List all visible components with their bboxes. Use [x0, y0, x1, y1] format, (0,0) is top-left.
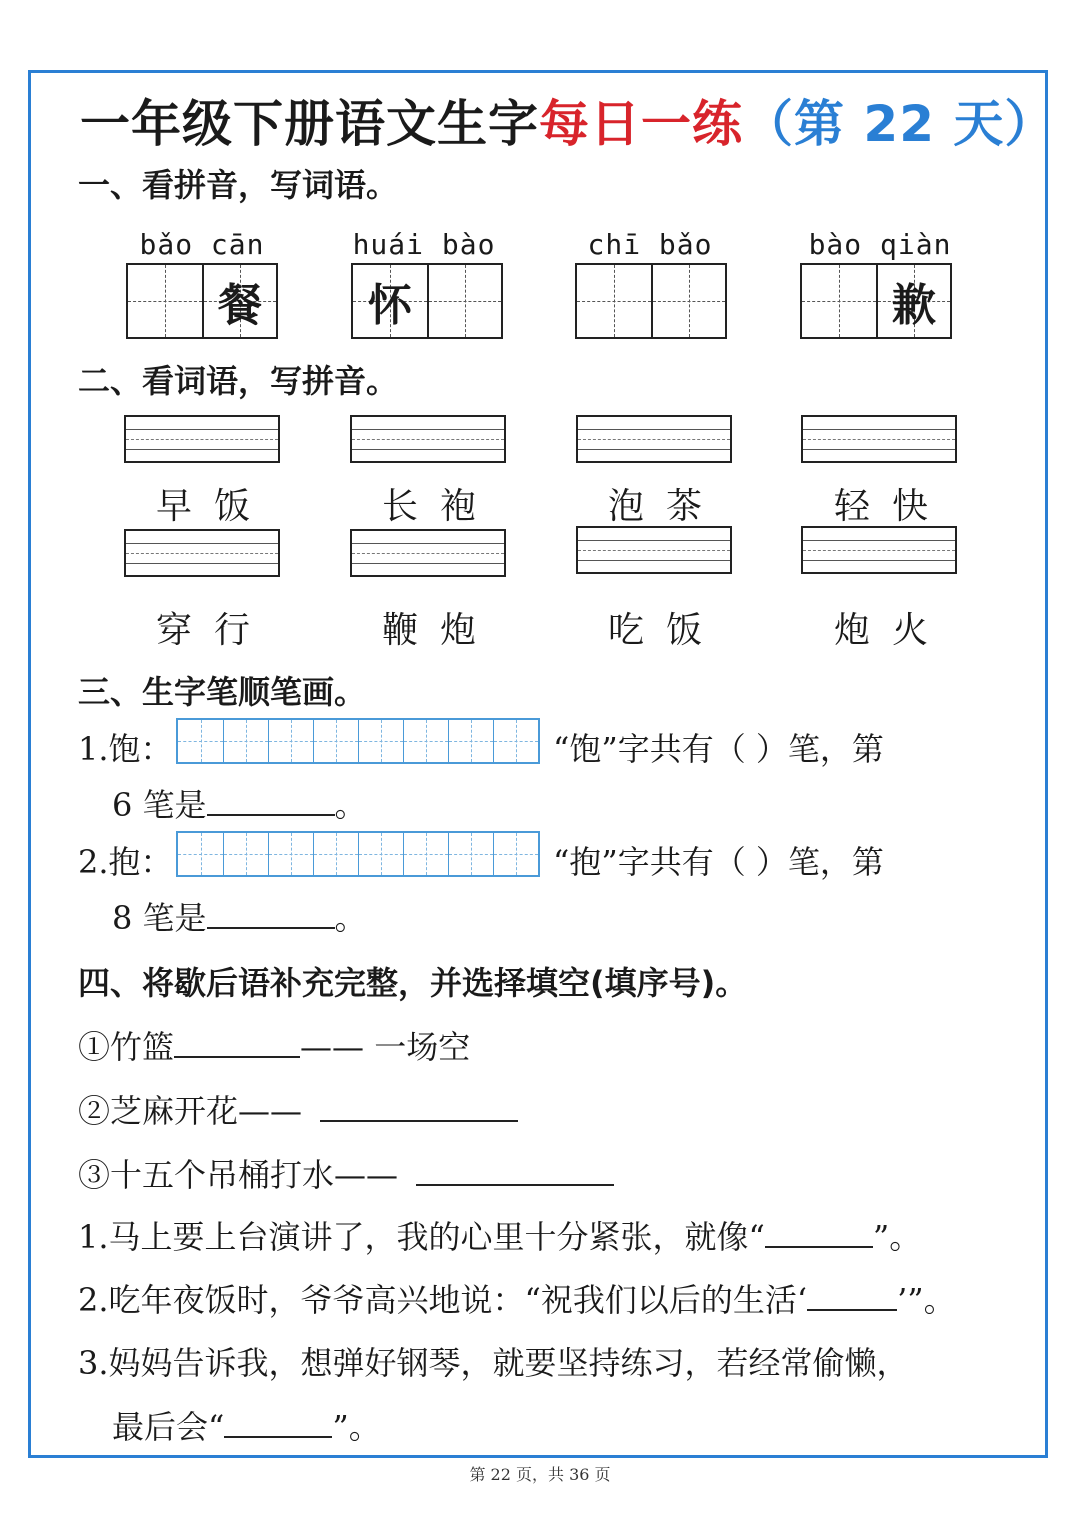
tian-cell[interactable]: [427, 265, 501, 337]
page-footer: 第 22 页，共 36 页: [469, 1465, 611, 1484]
saying-blank[interactable]: [174, 1026, 300, 1058]
stroke-answer-2: 8 笔是 。: [112, 899, 367, 937]
sentence-blank[interactable]: [765, 1216, 873, 1248]
stroke-grid-1[interactable]: [176, 718, 540, 764]
section3-heading: 三、生字笔顺笔画。: [78, 673, 367, 711]
title-main: 一年级下册语文生字: [80, 95, 539, 153]
page-title: [80, 84, 1055, 156]
pinyin-writing-box[interactable]: [350, 529, 506, 577]
saying-blank[interactable]: [416, 1154, 614, 1186]
word-item: 穿行: [155, 610, 272, 651]
tian-cell[interactable]: 怀: [353, 265, 427, 337]
word-item: 吃饭: [607, 610, 724, 651]
word-item: 泡茶: [607, 486, 724, 527]
tian-cell[interactable]: [577, 265, 651, 337]
pinyin-writing-box[interactable]: [801, 526, 957, 574]
pinyin-writing-box[interactable]: [576, 415, 732, 463]
section4-heading: 四、将歇后语补充完整，并选择填空(填序号)。: [78, 964, 748, 1002]
saying-blank[interactable]: [320, 1090, 518, 1122]
sentence-3-cont: 最后会“ ”。: [112, 1408, 381, 1446]
section2-heading: 二、看词语，写拼音。: [78, 362, 399, 400]
stroke-question-2: “抱”字共有（ ）笔，第: [553, 843, 884, 881]
title-day: （第 22 天）: [743, 95, 1056, 153]
saying-2: ②芝麻开花——: [78, 1086, 518, 1132]
pinyin-writing-box[interactable]: [801, 415, 957, 463]
pinyin-3: chī bǎo: [587, 228, 713, 261]
tian-box-3[interactable]: [575, 263, 727, 339]
pinyin-writing-box[interactable]: [576, 526, 732, 574]
pinyin-4: bào qiàn: [808, 228, 952, 261]
answer-blank[interactable]: [207, 784, 335, 816]
tian-cell[interactable]: 餐: [202, 265, 276, 337]
word-item: 轻快: [833, 486, 950, 527]
saying-1: ①竹篮 —— 一场空: [78, 1028, 471, 1066]
tian-cell[interactable]: [128, 265, 202, 337]
tian-box-1[interactable]: [126, 263, 278, 339]
saying-3: ③十五个吊桶打水——: [78, 1150, 614, 1196]
stroke-answer-1: 6 笔是 。: [112, 786, 367, 824]
word-item: 炮火: [833, 610, 950, 651]
tian-cell[interactable]: [651, 265, 725, 337]
pinyin-2: huái bào: [352, 228, 496, 261]
sentence-1: 1.马上要上台演讲了，我的心里十分紧张，就像“ ”。: [78, 1218, 922, 1256]
sentence-blank[interactable]: [224, 1406, 332, 1438]
pinyin-1: bǎo cān: [139, 228, 265, 261]
tian-box-4[interactable]: [800, 263, 952, 339]
stroke-grid-2[interactable]: [176, 831, 540, 877]
title-daily: 每日一练: [539, 95, 743, 153]
pinyin-writing-box[interactable]: [124, 415, 280, 463]
answer-blank[interactable]: [207, 897, 335, 929]
stroke-label-2: 2.抱：: [78, 843, 173, 881]
word-item: 长袍: [381, 486, 498, 527]
tian-cell[interactable]: 歉: [876, 265, 950, 337]
word-item: 早饭: [155, 486, 272, 527]
word-item: 鞭炮: [381, 610, 498, 651]
sentence-2: 2.吃年夜饭时，爷爷高兴地说：“祝我们以后的生活‘ ’”。: [78, 1281, 956, 1319]
pinyin-writing-box[interactable]: [124, 529, 280, 577]
tian-cell[interactable]: [802, 265, 876, 337]
pinyin-writing-box[interactable]: [350, 415, 506, 463]
tian-box-2[interactable]: [351, 263, 503, 339]
sentence-3: 3.妈妈告诉我，想弹好钢琴，就要坚持练习，若经常偷懒，: [78, 1344, 909, 1382]
stroke-label-1: 1.饱：: [78, 730, 173, 768]
section1-heading: 一、看拼音，写词语。: [78, 166, 399, 204]
stroke-question-1: “饱”字共有（ ）笔，第: [553, 730, 884, 768]
sentence-blank[interactable]: [807, 1279, 897, 1311]
